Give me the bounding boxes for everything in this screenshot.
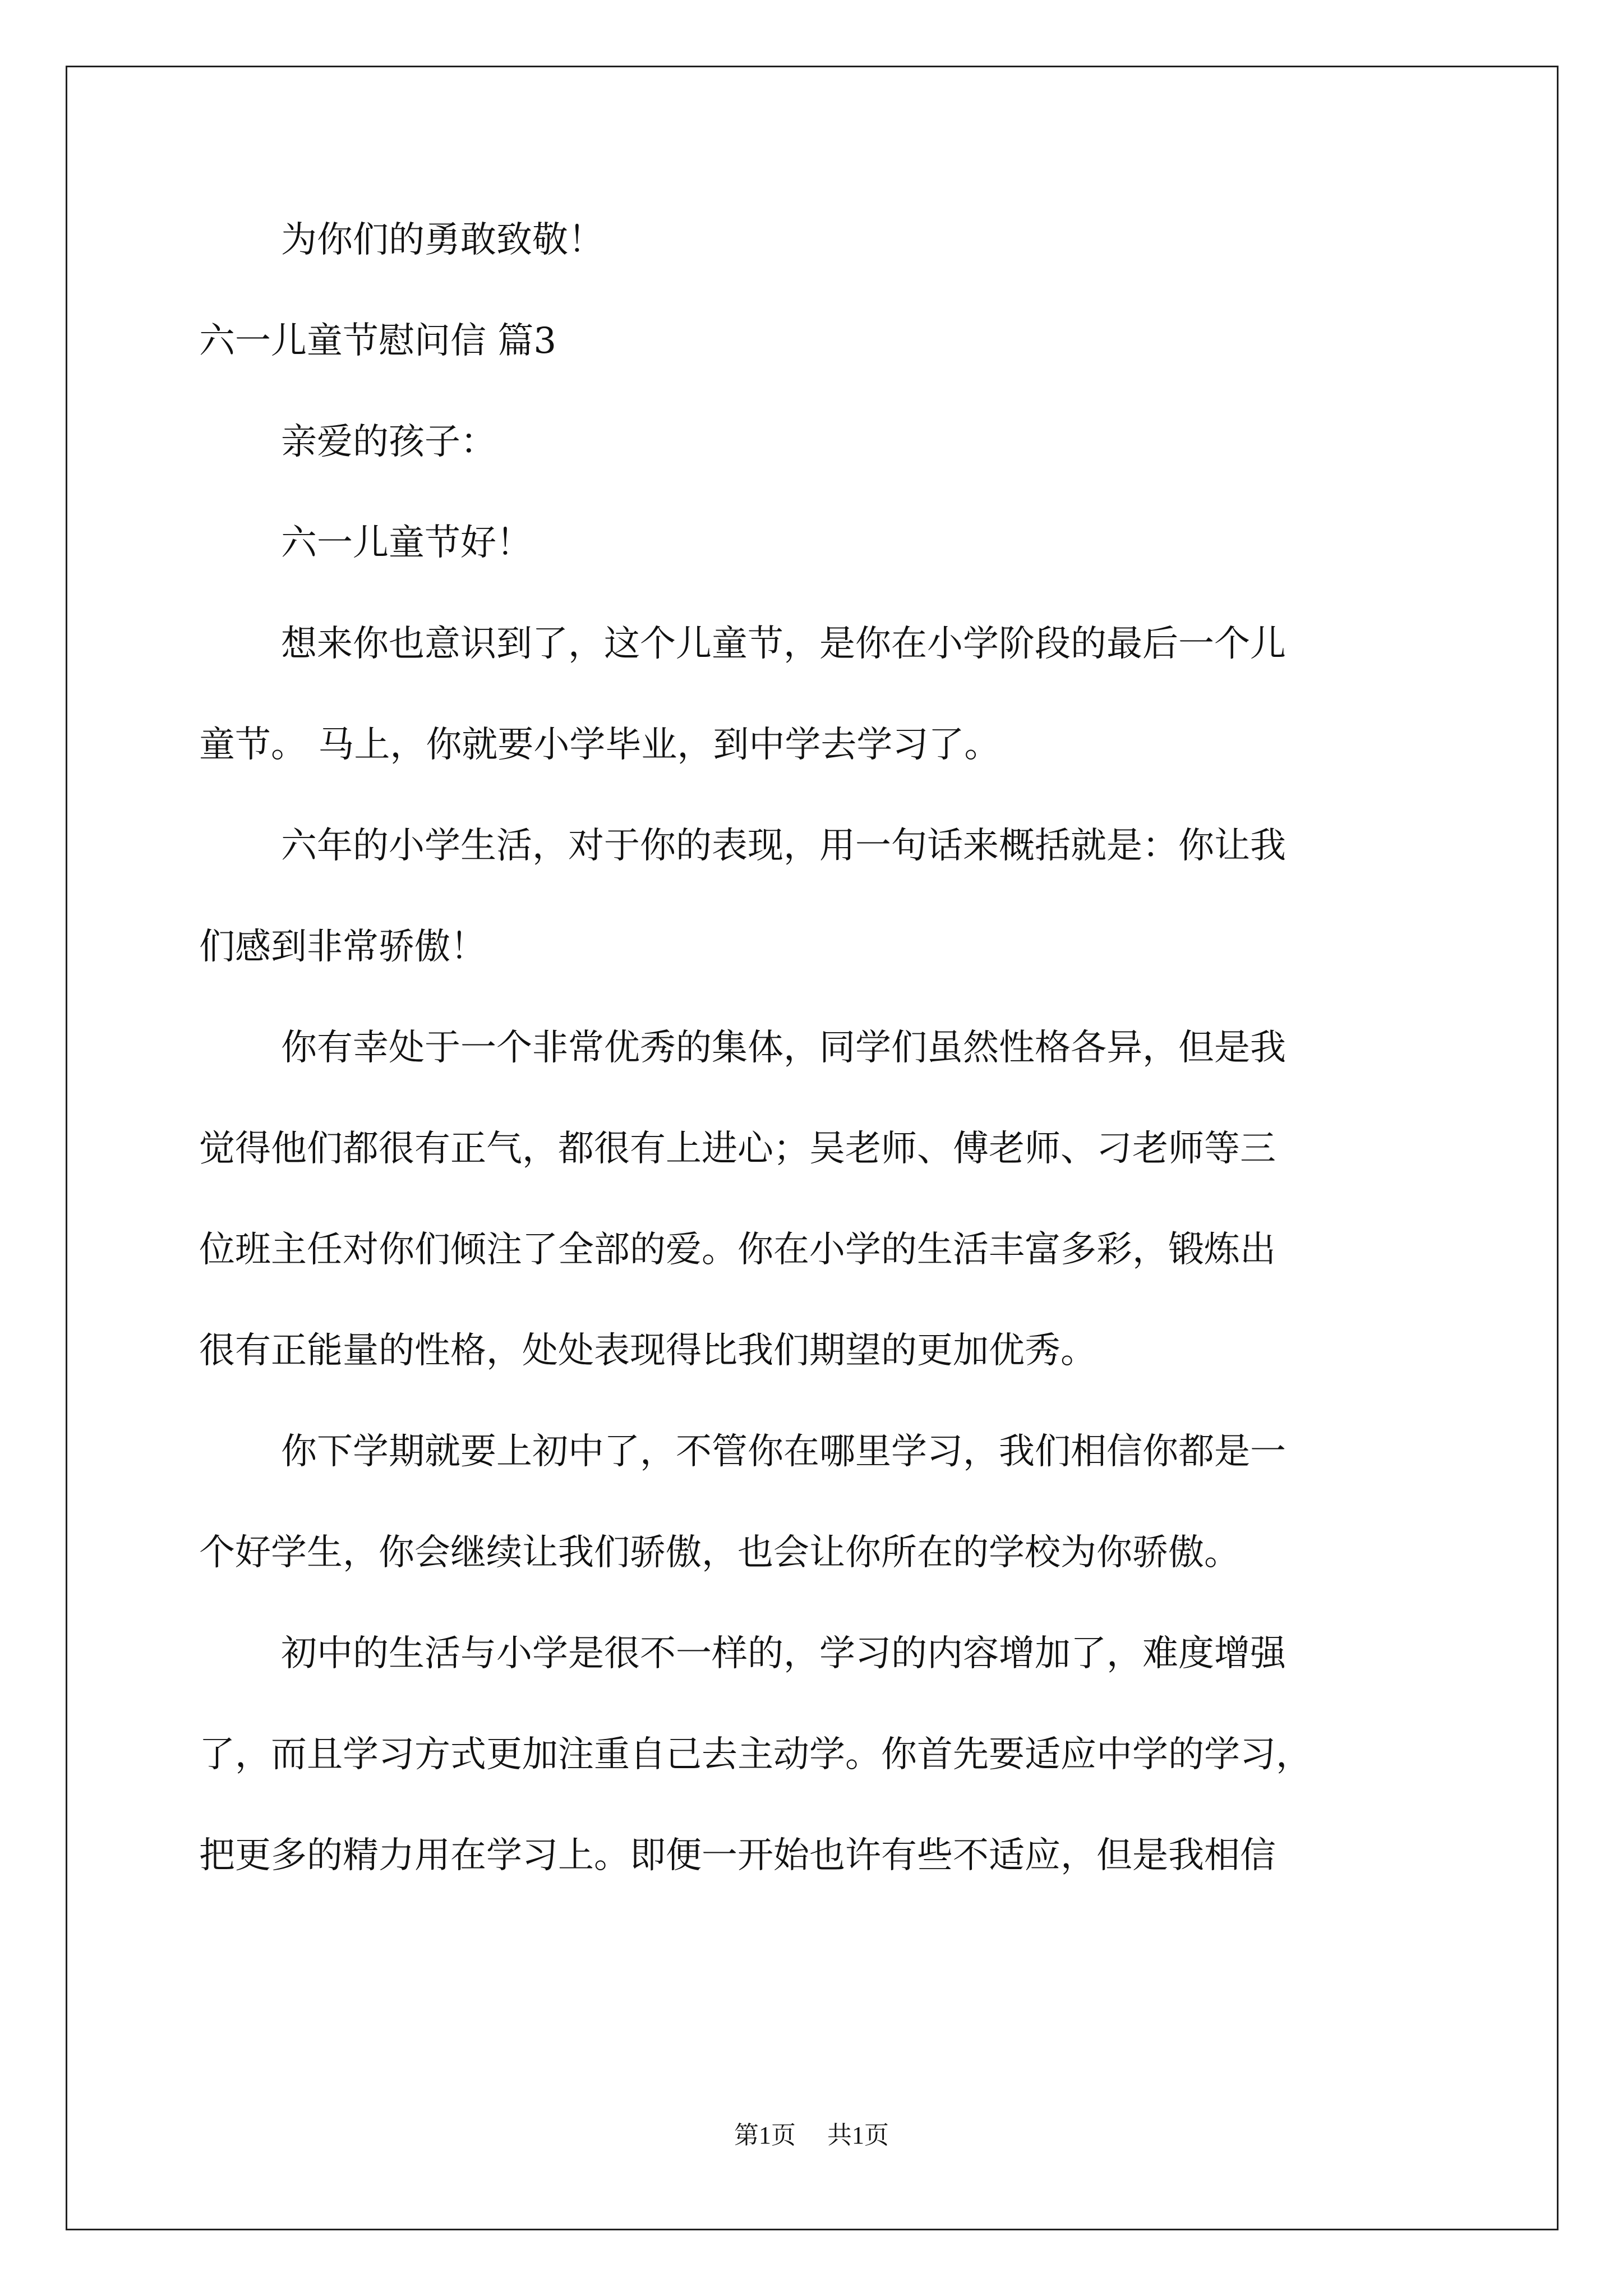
text-line: 很有正能量的性格，处处表现得比我们期望的更加优秀。 (199, 1330, 1096, 1372)
paragraph-p2 (199, 819, 1433, 1021)
text-line: 初中的生活与小学是很不一样的，学习的内容增加了，难度增强 (281, 1633, 1286, 1674)
text-line: 把更多的精力用在学习上。即便一开始也许有些不适应，但是我相信 (199, 1835, 1276, 1876)
paragraph-p4 (199, 1425, 1433, 1627)
paragraph-p5 (199, 1627, 1433, 1930)
text-line: 童节。 马上，你就要小学毕业，到中学去学习了。 (199, 724, 1000, 766)
page-number-total: 共1页 (827, 2122, 889, 2149)
paragraph-greeting: 亲爱的孩子： (281, 421, 496, 463)
text-line: 你下学期就要上初中了，不管你在哪里学习，我们相信你都是一 (281, 1431, 1286, 1473)
text-line: 你有幸处于一个非常优秀的集体，同学们虽然性格各异，但是我 (281, 1027, 1286, 1069)
paragraph-p1 (199, 617, 1433, 819)
text-line: 六年的小学生活，对于你的表现，用一句话来概括就是：你让我 (281, 825, 1286, 867)
page-footer (0, 2115, 1623, 2151)
paragraph-salute: 为你们的勇敢致敬！ (281, 219, 604, 261)
text-line: 个好学生，你会继续让我们骄傲，也会让你所在的学校为你骄傲。 (199, 1532, 1240, 1573)
text-line: 位班主任对你们倾注了全部的爱。你在小学的生活丰富多彩，锻炼出 (199, 1229, 1276, 1271)
document-body (199, 213, 1433, 1930)
text-line: 想来你也意识到了，这个儿童节，是你在小学阶段的最后一个儿 (281, 623, 1286, 665)
text-line: 了，而且学习方式更加注重自己去主动学。你首先要适应中学的学习， (199, 1734, 1312, 1775)
text-line: 们感到非常骄傲！ (199, 926, 486, 968)
text-line: 觉得他们都很有正气，都很有上进心；吴老师、傅老师、刁老师等三 (199, 1128, 1276, 1170)
paragraph-holiday-wish: 六一儿童节好！ (281, 522, 532, 564)
paragraph-p3 (199, 1021, 1433, 1425)
page-number-current: 第1页 (734, 2122, 796, 2149)
section-heading: 六一儿童节慰问信 篇3 (199, 320, 557, 362)
